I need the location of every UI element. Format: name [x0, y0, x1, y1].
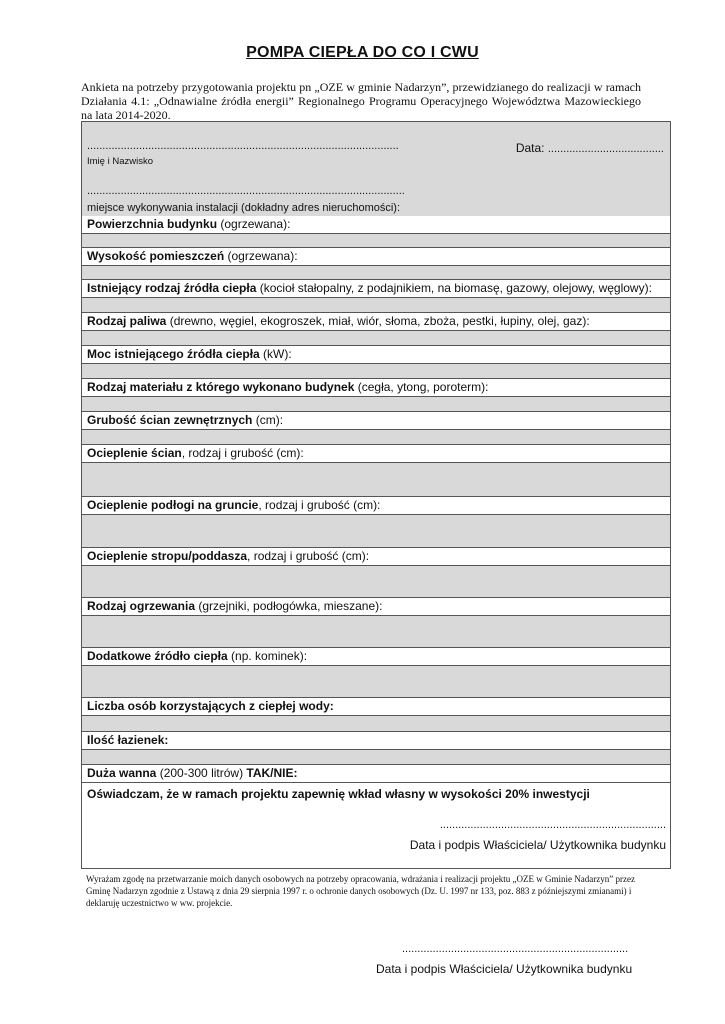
address-field[interactable]: ........................................................................................................ [87, 185, 405, 197]
row-bathrooms: Ilość łazienek: [82, 732, 670, 750]
signature-field[interactable]: .......................................................................... [439, 819, 666, 831]
answer-fuel-type[interactable] [82, 331, 670, 346]
consent-paragraph: Wyrażam zgodę na przetwarzanie moich danych osobowych na potrzeby opracowania, wdrażania i realizacji projektu „OZE w Gminie Nadarzyn” przez Gminę Nadarzyn zgodnie z Ustawą z dnia 29 sierpnia 1997 r. o ochronie danych osobowych (Dz. U. 1997 nr 133, poz. 883 z późniejszymi zmianami) i deklaruję uczestnictwo w ww. projekcie. [86, 874, 635, 908]
row-roof-insulation: Ocieplenie stropu/poddasza, rodzaj i grubość (cm): [82, 548, 670, 566]
row-fuel-type: Rodzaj paliwa (drewno, węgiel, ekogroszek, miał, wiór, słoma, zboża, pestki, łupiny, olej, gaz): [82, 313, 670, 331]
signature-label: Data i podpis Właściciela/ Użytkownika budynku [409, 838, 666, 852]
answer-heat-power[interactable] [82, 364, 670, 379]
answer-roof-insulation[interactable] [82, 566, 670, 598]
date-field[interactable] [516, 141, 664, 155]
intro-paragraph: Ankieta na potrzeby przygotowania projektu pn „OZE w gminie Nadarzyn”, przewidzianego do realizacji w ramach Działania 4.1: „Odnawialne źródła energii” Regionalnego Programu Operacyjnego Województwa Mazowieckiego na lata 2014-2020. [81, 80, 641, 122]
row-large-bathtub[interactable]: Duża wanna (200-300 litrów) TAK/NIE: [82, 765, 670, 783]
row-room-height: Wysokość pomieszczeń (ogrzewana): [82, 248, 670, 266]
name-field[interactable]: ...................................................................................................... [87, 140, 399, 152]
date-label: Data: [515, 141, 545, 155]
answer-building-material[interactable] [82, 397, 670, 412]
row-building-material: Rodzaj materiału z którego wykonano budynek (cegła, ytong, poroterm): [82, 379, 670, 397]
answer-floor-area[interactable] [82, 234, 670, 248]
row-additional-source: Dodatkowe źródło ciepła (np. kominek): [82, 648, 670, 666]
answer-heat-source[interactable] [82, 298, 670, 313]
answer-persons-hot-water[interactable] [82, 716, 670, 732]
personal-info-block [82, 122, 670, 217]
declaration-text: Oświadczam, że w ramach projektu zapewnię wkład własny w wysokości 20% inwestycji [87, 787, 590, 801]
survey-form [81, 121, 671, 869]
answer-room-height[interactable] [82, 266, 670, 280]
bottom-signature-label: Data i podpis Właściciela/ Użytkownika budynku [376, 962, 633, 976]
row-heat-power: Moc istniejącego źródła ciepła (kW): [82, 346, 670, 364]
bottom-signature-field[interactable]: .......................................................................... [402, 943, 629, 955]
row-floor-insulation: Ocieplenie podłogi na gruncie, rodzaj i grubość (cm): [82, 497, 670, 515]
row-heat-source: Istniejący rodzaj źródła ciepła (kocioł stałopalny, z podajnikiem, na biomasę, gazowy, olejowy, węglowy): [82, 280, 670, 298]
answer-wall-thickness[interactable] [82, 430, 670, 445]
answer-additional-source[interactable] [82, 666, 670, 698]
row-wall-thickness: Grubość ścian zewnętrznych (cm): [82, 412, 670, 430]
row-wall-insulation: Ocieplenie ścian, rodzaj i grubość (cm): [82, 445, 670, 463]
answer-bathrooms[interactable] [82, 750, 670, 765]
answer-wall-insulation[interactable] [82, 463, 670, 497]
answer-floor-insulation[interactable] [82, 515, 670, 548]
address-label: miejsce wykonywania instalacji (dokładny adres nieruchomości): [87, 202, 401, 214]
answer-heating-type[interactable] [82, 616, 670, 648]
declaration-block [82, 783, 670, 868]
page-title: POMPA CIEPŁA DO CO I CWU [246, 44, 479, 61]
row-floor-area: Powierzchnia budynku (ogrzewana): [82, 216, 670, 234]
date-dots: ...................................... [547, 143, 664, 155]
name-label: Imię i Nazwisko [87, 156, 153, 167]
row-persons-hot-water: Liczba osób korzystających z ciepłej wody: [82, 698, 670, 716]
row-heating-type: Rodzaj ogrzewania (grzejniki, podłogówka, mieszane): [82, 598, 670, 616]
